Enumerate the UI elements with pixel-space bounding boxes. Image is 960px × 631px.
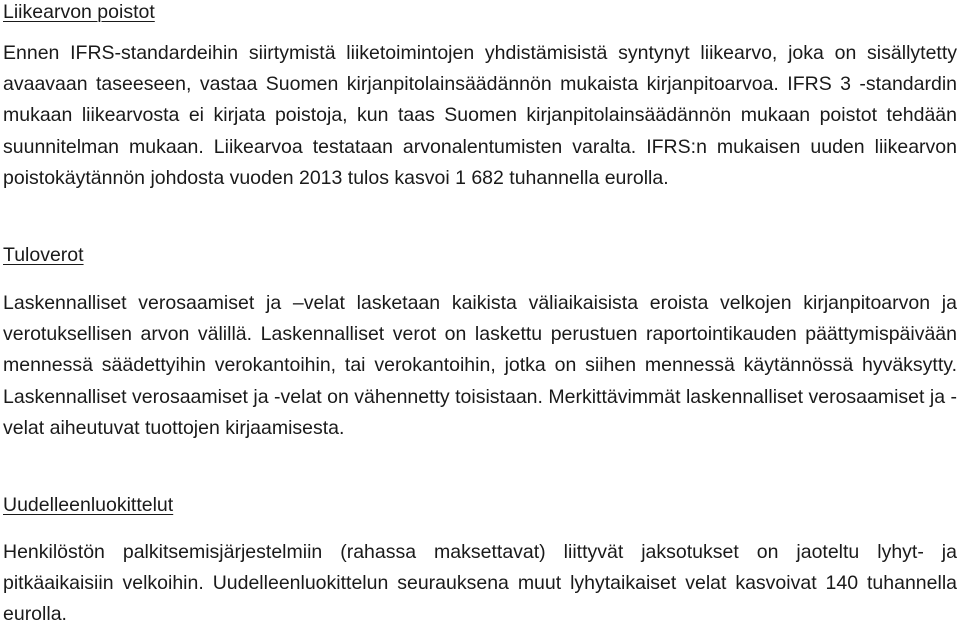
section-heading-goodwill-amortization: Liikearvon poistot (3, 1, 155, 23)
section-heading-reclassifications: Uudelleenluokittelut (3, 494, 174, 516)
section-heading-income-taxes: Tuloverot (3, 244, 84, 266)
section-paragraph-goodwill-amortization: Ennen IFRS-standardeihin siirtymistä liiketoimintojen yhdistämisistä syntynyt liikearvo, joka on sisällytetty avaavaan taseeseen, vastaa Suomen kirjanpitolainsäädännön mukaista kirjanpitoarvoa. IFRS 3 -standardin mukaan liikearvosta ei kirjata poistoja, kun taas Suomen kirjanpitolainsäädännön mukaan poistot tehdään suunnitelman mukaan. Liikearvoa testataan arvonalentumisten varalta. IFRS:n mukaisen uuden liikearvon poistokäytännön johdosta vuoden 2013 tulos kasvoi 1 682 tuhannella eurolla. (3, 42, 957, 189)
section-paragraph-reclassifications: Henkilöstön palkitsemisjärjestelmiin (rahassa maksettavat) liittyvät jaksotukset on jaoteltu lyhyt- ja pitkäaikaisiin velkoihin. Uudelleenluokittelun seurauksena muut lyhytaikaiset velat kasvoivat 140 tuhannella eurolla. (3, 541, 957, 626)
section-paragraph-income-taxes: Laskennalliset verosaamiset ja –velat lasketaan kaikista väliaikaisista eroista velkojen kirjanpitoarvon ja verotuksellisen arvon välillä. Laskennalliset verot on laskettu perustuen raportointikauden päättymispäivään mennessä säädettyihin verokantoihin, tai verokantoihin, jotka on siihen mennessä käytännössä hyväksytty. Laskennalliset verosaamiset ja -velat on vähennetty toisistaan. Merkittävimmät laskennalliset verosaamiset ja -velat aiheutuvat tuottojen kirjaamisesta. (3, 292, 957, 439)
